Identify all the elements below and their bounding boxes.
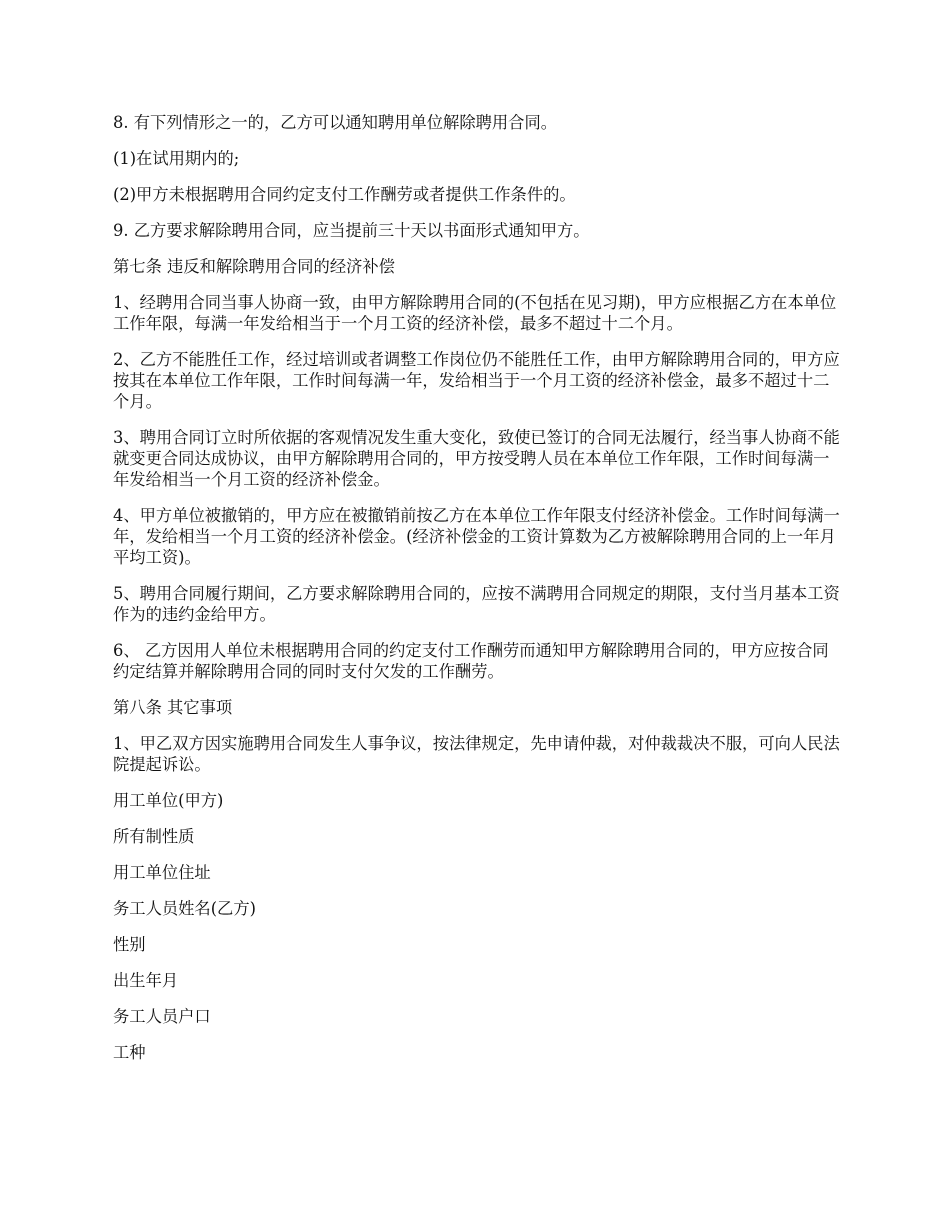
article-7-item-2: 2、乙方不能胜任工作，经过培训或者调整工作岗位仍不能胜任工作，由甲方解除聘用合同的，甲方应按其在本单位工作年限，工作时间每满一年，发给相当于一个月工资的经济补偿金，最多不超过十二个月。 [113,350,840,411]
article-7-item-4: 4、甲方单位被撤销的，甲方应在被撤销前按乙方在本单位工作年限支付经济补偿金。工作时间每满一年，发给相当一个月工资的经济补偿金。(经济补偿金的工资计算数为乙方被解除聘用合同的上一年月平均工资)。 [113,506,840,567]
clause-8: 8. 有下列情形之一的，乙方可以通知聘用单位解除聘用合同。 [113,113,558,132]
article-8-heading: 第八条 其它事项 [113,698,233,717]
article-7-item-5: 5、聘用合同履行期间，乙方要求解除聘用合同的，应按不满聘用合同规定的期限，支付当月基本工资作为的违约金给甲方。 [113,584,840,624]
article-7-item-1: 1、经聘用合同当事人协商一致，由甲方解除聘用合同的(不包括在见习期)，甲方应根据乙方在本单位工作年限，每满一年发给相当于一个月工资的经济补偿，最多不超过十二个月。 [113,293,837,333]
field-job-type: 工种 [113,1043,146,1062]
field-worker-household: 务工人员户口 [113,1007,211,1026]
field-ownership-type: 所有制性质 [113,827,195,846]
clause-8-item-2: (2)甲方未根据聘用合同约定支付工作酬劳或者提供工作条件的。 [113,185,576,204]
field-employer: 用工单位(甲方) [113,791,224,810]
field-gender: 性别 [113,935,146,954]
document-body [113,112,843,1078]
field-worker-name: 务工人员姓名(乙方) [113,899,256,918]
article-7-item-6: 6、 乙方因用人单位未根据聘用合同的约定支付工作酬劳而通知甲方解除聘用合同的，甲方应按合同约定结算并解除聘用合同的同时支付欠发的工作酬劳。 [113,641,829,681]
article-7-item-3: 3、聘用合同订立时所依据的客观情况发生重大变化，致使已签订的合同无法履行，经当事人协商不能就变更合同达成协议，由甲方解除聘用合同的，甲方按受聘人员在本单位工作年限，工作时间每满一年发给相当一个月工资的经济补偿金。 [113,428,840,489]
clause-9: 9. 乙方要求解除聘用合同，应当提前三十天以书面形式通知甲方。 [113,221,590,240]
clause-8-item-1: (1)在试用期内的; [113,149,240,168]
article-7-heading: 第七条 违反和解除聘用合同的经济补偿 [113,257,395,276]
article-8-item-1: 1、甲乙双方因实施聘用合同发生人事争议，按法律规定，先申请仲裁，对仲裁裁决不服，可向人民法院提起诉讼。 [113,734,840,774]
field-birth-date: 出生年月 [113,971,179,990]
field-employer-address: 用工单位住址 [113,863,211,882]
